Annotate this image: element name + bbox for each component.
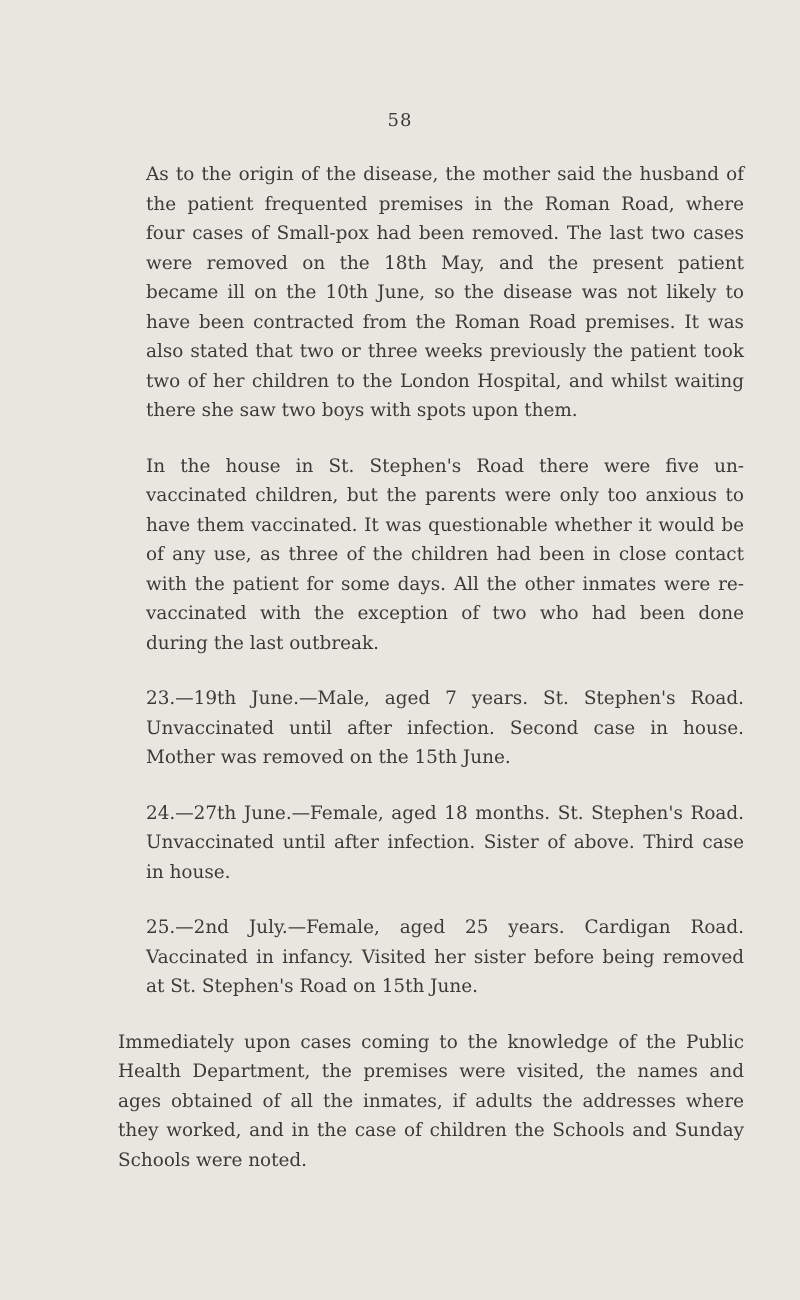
paragraph-procedure: Immediately upon cases coming to the knowledge of the Public Health Department, the premises were visited, the names and ages obtained of all the inmates, if adults the addresses where they worked, and in the case of children the Schools and Sunday Schools were noted. [118,1031,744,1171]
page-number: 58 [387,110,413,131]
paragraph-vaccination: In the house in St. Stephen's Road there were five un-vaccinated children, but the parents were only too anxious to have them vaccinated. It was questionable whether it would be of any use, as three of the children had been in close contact with the patient for some days. All the other inmates were re-vaccinated with the exception of two who had been done during the last outbreak. [146,455,744,654]
case-entry-24: 24.—27th June.—Female, aged 18 months. St. Stephen's Road. Unvaccinated until after infection. Sister of above. Third case in house. [146,802,744,883]
case-entry-25: 25.—2nd July.—Female, aged 25 years. Cardigan Road. Vaccinated in infancy. Visited her sister before being removed at St. Stephen's Road on 15th June. [146,917,744,997]
body-text [118,160,744,1201]
paragraph-origin: As to the origin of the disease, the mother said the husband of the patient frequented premises in the Roman Road, where four cases of Small-pox had been removed. The last two cases were removed on the 18th May, and the present patient became ill on the 10th June, so the disease was not likely to have been contracted from the Roman Road premises. It was also stated that two or three weeks previously the patient took two of her children to the London Hospital, and whilst waiting there she saw two boys with spots upon them. [146,164,744,421]
case-entry-23: 23.—19th June.—Male, aged 7 years. St. Stephen's Road. Unvaccinated until after infection. Second case in house. Mother was removed on the 15th June. [146,688,744,768]
